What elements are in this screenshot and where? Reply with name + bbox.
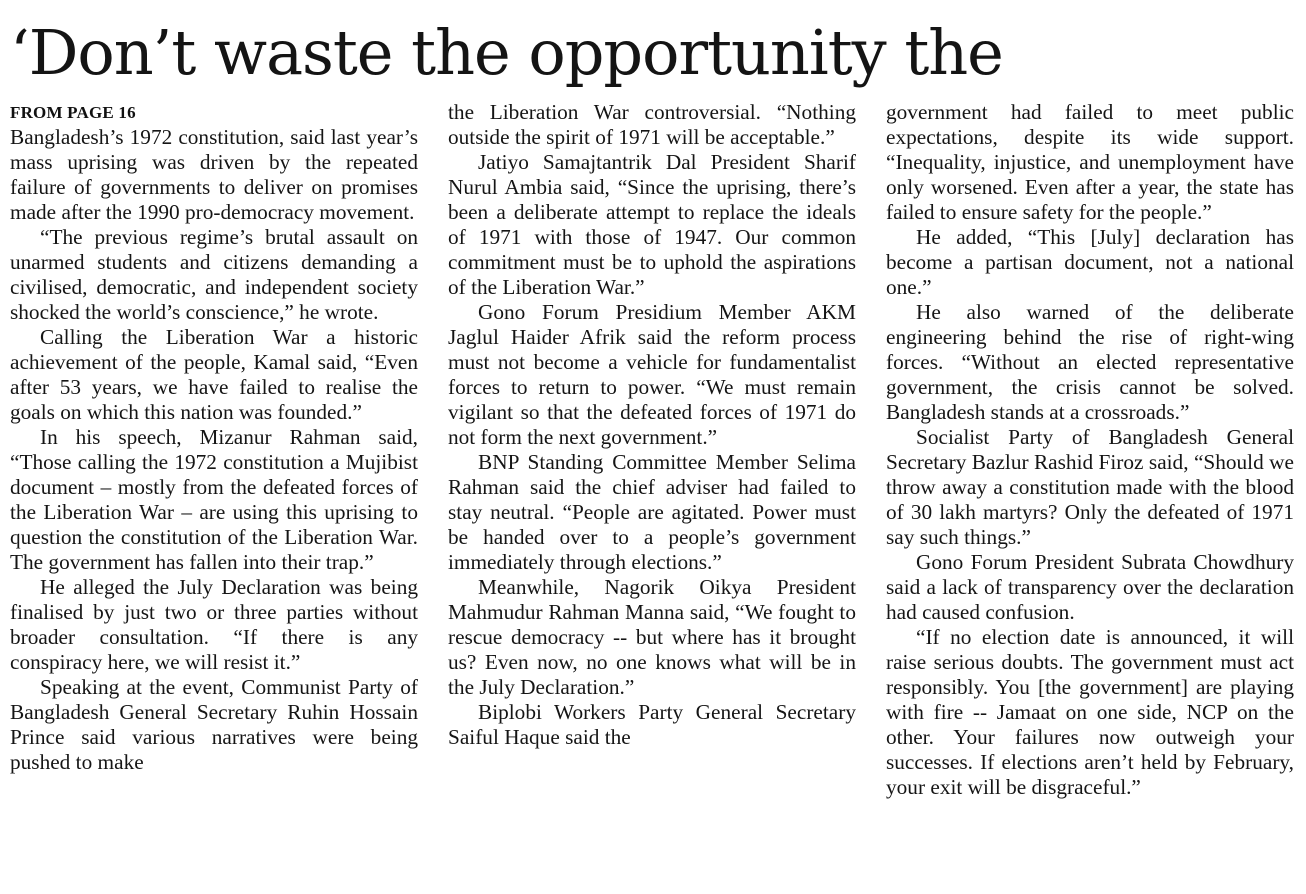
article-column-1 bbox=[10, 100, 418, 880]
paragraph: the Liberation War controversial. “Nothing outside the spirit of 1971 will be acceptable.” bbox=[448, 100, 856, 149]
paragraph: He also warned of the deliberate engineering behind the rise of right-wing forces. “Without an elected representative government, the crisis cannot be solved. Bangladesh stands at a crossroads.” bbox=[886, 300, 1294, 424]
paragraph: He alleged the July Declaration was being finalised by just two or three parties without broader consultation. “If there is any conspiracy here, we will resist it.” bbox=[10, 575, 418, 674]
paragraph: He added, “This [July] declaration has become a partisan document, not a national one.” bbox=[886, 225, 1294, 299]
article-column-2 bbox=[448, 100, 856, 880]
paragraph: government had failed to meet public expectations, despite its wide support. “Inequality, injustice, and unemployment have only worsened. Even after a year, the state has failed to ensure safety for the people.” bbox=[886, 100, 1294, 224]
paragraph: In his speech, Mizanur Rahman said, “Those calling the 1972 constitution a Mujibist document – mostly from the defeated forces of the Liberation War – are using this uprising to question the constitution of the Liberation War. The government has fallen into their trap.” bbox=[10, 425, 418, 574]
paragraph: Gono Forum President Subrata Chowdhury said a lack of transparency over the declaration had caused confusion. bbox=[886, 550, 1294, 624]
paragraph: Jatiyo Samajtantrik Dal President Sharif Nurul Ambia said, “Since the uprising, there’s been a deliberate attempt to replace the ideals of 1971 with those of 1947. Our common commitment must be to uphold the aspirations of the Liberation War.” bbox=[448, 150, 856, 299]
paragraph: “The previous regime’s brutal assault on unarmed students and citizens demanding a civilised, democratic, and independent society shocked the world’s conscience,” he wrote. bbox=[10, 225, 418, 324]
article-column-3 bbox=[886, 100, 1294, 880]
paragraph: Bangladesh’s 1972 constitution, said last year’s mass uprising was driven by the repeated failure of governments to deliver on promises made after the 1990 pro-democracy movement. bbox=[10, 125, 418, 224]
jump-kicker: FROM PAGE 16 bbox=[10, 103, 136, 122]
paragraph: Gono Forum Presidium Member AKM Jaglul Haider Afrik said the reform process must not become a vehicle for fundamentalist forces to return to power. “We must remain vigilant so that the defeated forces of 1971 do not form the next government.” bbox=[448, 300, 856, 449]
paragraph: Calling the Liberation War a historic achievement of the people, Kamal said, “Even after 53 years, we have failed to realise the goals on which this nation was founded.” bbox=[10, 325, 418, 424]
paragraph: BNP Standing Committee Member Selima Rahman said the chief adviser had failed to stay neutral. “People are agitated. Power must be handed over to a people’s government immediately through elections.” bbox=[448, 450, 856, 574]
paragraph: Meanwhile, Nagorik Oikya President Mahmudur Rahman Manna said, “We fought to rescue democracy -- but where has it brought us? Even now, no one knows what will be in the July Declaration.” bbox=[448, 575, 856, 699]
paragraph: Socialist Party of Bangladesh General Secretary Bazlur Rashid Firoz said, “Should we throw away a constitution made with the blood of 30 lakh martyrs? Only the defeated of 1971 say such things.” bbox=[886, 425, 1294, 549]
paragraph: Biplobi Workers Party General Secretary Saiful Haque said the bbox=[448, 700, 856, 749]
headline: ‘Don’t waste the opportunity the bbox=[10, 16, 1003, 89]
paragraph: Speaking at the event, Communist Party of Bangladesh General Secretary Ruhin Hossain Prince said various narratives were being pushed to make bbox=[10, 675, 418, 774]
paragraph: “If no election date is announced, it will raise serious doubts. The government must act responsibly. You [the government] are playing with fire -- Jamaat on one side, NCP on the other. Your failures now outweigh your successes. If elections aren’t held by February, your exit will be disgraceful.” bbox=[886, 625, 1294, 799]
